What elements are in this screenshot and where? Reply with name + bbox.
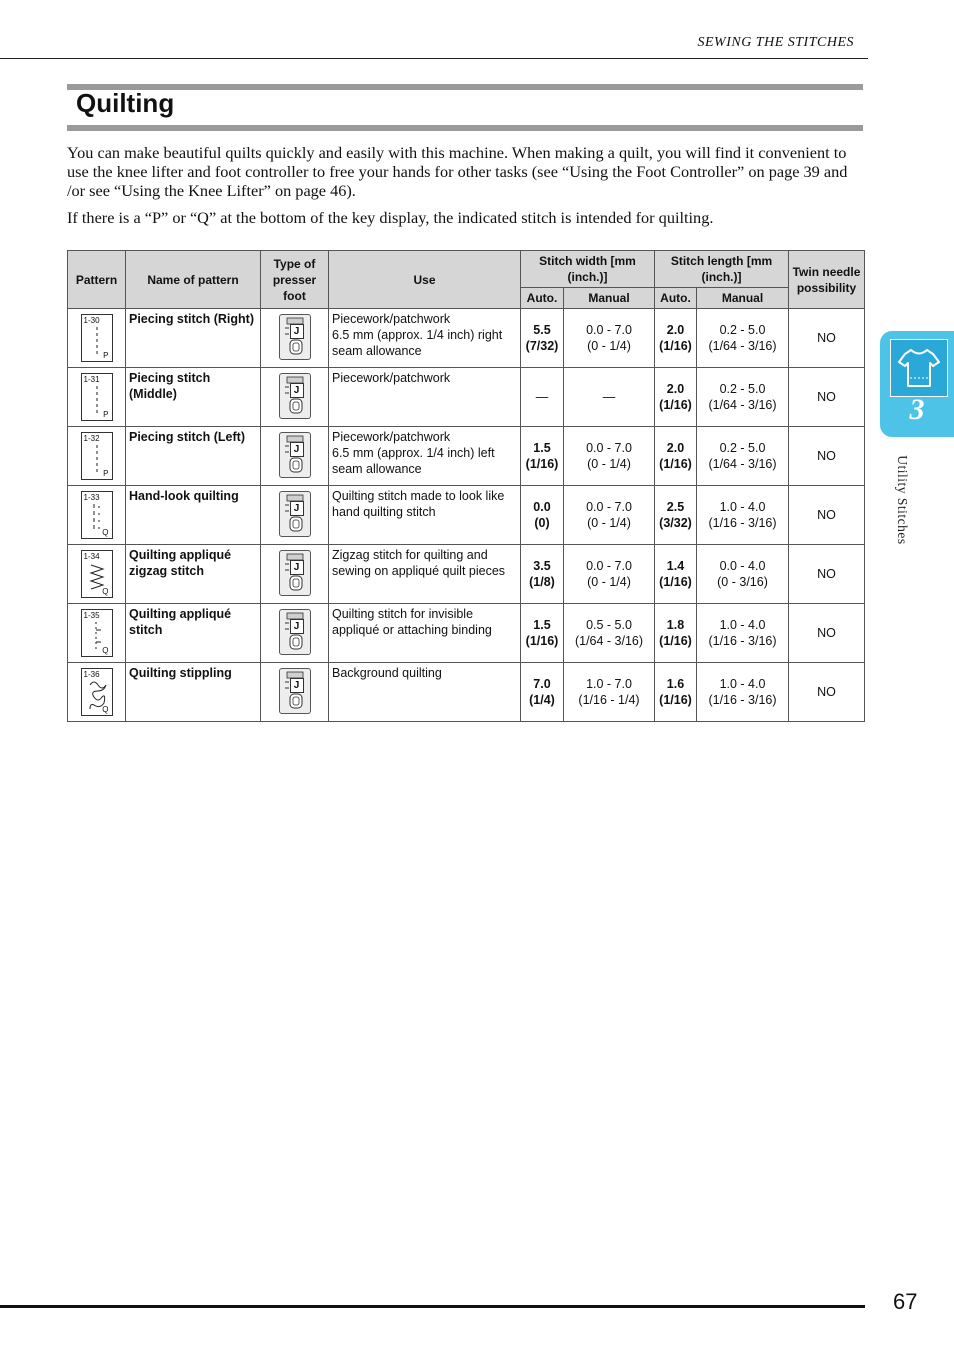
table-row <box>68 368 865 427</box>
width-auto <box>521 368 564 427</box>
pattern-name: Quilting appliqué stitch <box>126 604 261 663</box>
twin-needle: NO <box>789 545 865 604</box>
presser-foot-letter: J <box>290 619 304 634</box>
twin-needle: NO <box>789 486 865 545</box>
width-manual-inch: (1/16 - 1/4) <box>578 693 640 707</box>
width-auto-inch: (1/16) <box>525 634 559 648</box>
length-manual <box>697 309 789 368</box>
width-auto-mm: 1.5 <box>533 441 551 455</box>
foot-cell <box>261 427 329 486</box>
length-manual-mm: 1.0 - 4.0 <box>719 677 766 691</box>
chapter-tab <box>880 331 954 437</box>
length-auto-mm: 1.8 <box>666 618 685 632</box>
width-manual-mm: 1.0 - 7.0 <box>586 677 632 691</box>
length-auto-mm: 1.4 <box>666 559 685 573</box>
presser-foot-letter: J <box>290 442 304 457</box>
width-manual <box>564 427 655 486</box>
width-auto-inch: (1/8) <box>529 575 555 589</box>
length-manual-inch: (1/16 - 3/16) <box>708 693 777 707</box>
stitch-key-letter: P <box>103 468 109 478</box>
width-manual-inch: (0 - 1/4) <box>587 575 631 589</box>
width-manual-inch: (0 - 1/4) <box>587 339 631 353</box>
foot-cell <box>261 604 329 663</box>
header-foot: Type of presser foot <box>261 251 329 309</box>
width-manual-mm: 0.0 - 7.0 <box>586 323 632 337</box>
width-manual-mm: — <box>602 390 616 404</box>
width-manual-inch: (0 - 1/4) <box>587 516 631 530</box>
length-auto <box>655 427 697 486</box>
width-manual-mm: 0.5 - 5.0 <box>586 618 632 632</box>
pattern-name: Piecing stitch (Left) <box>126 427 261 486</box>
section-title: Quilting <box>76 88 175 118</box>
width-auto-mm: — <box>535 390 549 404</box>
length-auto-inch: (1/16) <box>659 398 692 412</box>
presser-foot-letter: J <box>290 324 304 339</box>
stitch-key-letter: Q <box>102 645 109 655</box>
table-row <box>68 663 865 722</box>
pattern-cell <box>68 309 126 368</box>
presser-foot-letter: J <box>290 383 304 398</box>
width-manual <box>564 545 655 604</box>
stitch-key-letter: Q <box>102 527 109 537</box>
length-manual-inch: (1/64 - 3/16) <box>708 339 777 353</box>
foot-cell <box>261 368 329 427</box>
chapter-number: 3 <box>909 393 925 426</box>
pattern-cell <box>68 545 126 604</box>
use-description: Quilting stitch made to look like hand quilting stitch <box>329 486 521 545</box>
length-auto-mm: 2.5 <box>666 500 685 514</box>
length-manual-mm: 0.2 - 5.0 <box>719 323 766 337</box>
length-auto <box>655 309 697 368</box>
stitch-key-letter: P <box>103 409 109 419</box>
use-description: Piecework/patchwork <box>329 368 521 427</box>
title-bar-top <box>67 84 863 90</box>
length-auto-inch: (1/16) <box>659 693 692 707</box>
pattern-cell <box>68 368 126 427</box>
stitch-key-icon <box>81 668 113 716</box>
stitch-key-number: 1-34 <box>83 551 100 561</box>
presser-foot-icon <box>279 668 311 714</box>
table-row <box>68 545 865 604</box>
running-head: SEWING THE STITCHES <box>697 35 854 50</box>
presser-foot-letter: J <box>290 501 304 516</box>
width-manual <box>564 663 655 722</box>
width-auto-mm: 1.5 <box>533 618 551 632</box>
top-rule <box>0 58 868 59</box>
presser-foot-letter: J <box>290 560 304 575</box>
width-manual-inch: (1/64 - 3/16) <box>574 634 644 648</box>
stitch-key-number: 1-33 <box>83 492 100 502</box>
foot-cell <box>261 663 329 722</box>
length-auto <box>655 545 697 604</box>
header-twin-needle: Twin needle possibility <box>789 251 865 309</box>
title-bar-bottom <box>67 125 863 131</box>
pattern-name: Piecing stitch (Middle) <box>126 368 261 427</box>
stitch-key-number: 1-35 <box>83 610 100 620</box>
stitch-key-icon <box>81 373 113 421</box>
width-auto-inch: (7/32) <box>525 339 559 353</box>
table-row <box>68 486 865 545</box>
stitch-key-icon <box>81 314 113 362</box>
use-description: Zigzag stitch for quilting and sewing on appliqué quilt pieces <box>329 545 521 604</box>
bottom-rule <box>0 1305 865 1308</box>
twin-needle: NO <box>789 604 865 663</box>
stitch-key-icon <box>81 432 113 480</box>
presser-foot-icon <box>279 373 311 419</box>
length-auto <box>655 663 697 722</box>
length-manual <box>697 604 789 663</box>
header-use: Use <box>329 251 521 309</box>
width-auto-mm: 3.5 <box>533 559 551 573</box>
width-auto <box>521 427 564 486</box>
presser-foot-icon <box>279 491 311 537</box>
stitch-key-number: 1-32 <box>83 433 100 443</box>
length-auto-mm: 2.0 <box>666 323 685 337</box>
width-auto-inch: (0) <box>534 516 550 530</box>
pattern-cell <box>68 663 126 722</box>
length-manual-mm: 0.2 - 5.0 <box>719 441 766 455</box>
side-label: Utility Stitches <box>895 455 910 545</box>
foot-cell <box>261 486 329 545</box>
length-auto-inch: (1/16) <box>659 457 692 471</box>
length-manual <box>697 545 789 604</box>
length-auto-mm: 1.6 <box>666 677 685 691</box>
width-manual <box>564 604 655 663</box>
pattern-cell <box>68 486 126 545</box>
length-auto-inch: (1/16) <box>659 575 692 589</box>
length-auto-inch: (1/16) <box>659 634 692 648</box>
width-auto-mm: 5.5 <box>533 323 551 337</box>
length-manual-inch: (1/16 - 3/16) <box>708 516 777 530</box>
twin-needle: NO <box>789 427 865 486</box>
presser-foot-icon <box>279 609 311 655</box>
length-auto <box>655 368 697 427</box>
table-row <box>68 309 865 368</box>
width-auto <box>521 604 564 663</box>
stitch-key-icon <box>81 550 113 598</box>
presser-foot-letter: J <box>290 678 304 693</box>
length-auto <box>655 486 697 545</box>
use-description: Background quilting <box>329 663 521 722</box>
length-auto-inch: (1/16) <box>659 339 692 353</box>
foot-cell <box>261 545 329 604</box>
stitch-table <box>67 250 865 722</box>
stitch-key-icon <box>81 491 113 539</box>
twin-needle: NO <box>789 309 865 368</box>
intro-paragraph: You can make beautiful quilts quickly and easily with this machine. When making a quilt, you will find it convenient to use the knee lifter and foot controller to free your hands for other tasks (see “Using the Foot Controller” on page 39 and /or see “Using the Knee Lifter” on page 46). <box>67 143 848 200</box>
length-manual <box>697 663 789 722</box>
length-auto-inch: (3/32) <box>659 516 692 530</box>
use-description: Piecework/patchwork 6.5 mm (approx. 1/4 inch) left seam allowance <box>329 427 521 486</box>
header-length-auto: Auto. <box>655 288 697 309</box>
length-manual <box>697 368 789 427</box>
header-width-auto: Auto. <box>521 288 564 309</box>
header-name: Name of pattern <box>126 251 261 309</box>
pattern-cell <box>68 427 126 486</box>
width-manual <box>564 368 655 427</box>
page-number: 67 <box>893 1289 918 1314</box>
stitch-key-number: 1-31 <box>83 374 100 384</box>
width-manual <box>564 486 655 545</box>
length-manual-inch: (1/16 - 3/16) <box>708 634 777 648</box>
presser-foot-icon <box>279 314 311 360</box>
use-description: Quilting stitch for invisible appliqué or attaching binding <box>329 604 521 663</box>
stitch-key-number: 1-36 <box>83 669 100 679</box>
header-width-manual: Manual <box>564 288 655 309</box>
length-auto-mm: 2.0 <box>666 441 685 455</box>
intro-paragraph: If there is a “P” or “Q” at the bottom of the key display, the indicated stitch is intended for quilting. <box>67 208 714 227</box>
pattern-name: Quilting appliqué zigzag stitch <box>126 545 261 604</box>
width-manual <box>564 309 655 368</box>
length-manual-inch: (1/64 - 3/16) <box>708 398 777 412</box>
table-row <box>68 604 865 663</box>
table-body <box>68 309 865 722</box>
pattern-name: Piecing stitch (Right) <box>126 309 261 368</box>
header-length-manual: Manual <box>697 288 789 309</box>
width-auto <box>521 309 564 368</box>
length-manual-inch: (0 - 3/16) <box>717 575 768 589</box>
width-manual-inch: (0 - 1/4) <box>587 457 631 471</box>
length-manual <box>697 486 789 545</box>
stitch-key-letter: P <box>103 350 109 360</box>
width-manual-mm: 0.0 - 7.0 <box>586 559 632 573</box>
header-stitch-width: Stitch width [mm (inch.)] <box>521 251 655 288</box>
use-description: Piecework/patchwork 6.5 mm (approx. 1/4 inch) right seam allowance <box>329 309 521 368</box>
length-manual-mm: 1.0 - 4.0 <box>719 618 766 632</box>
shirt-icon <box>890 339 948 397</box>
width-auto-inch: (1/4) <box>529 693 555 707</box>
header-pattern: Pattern <box>68 251 126 309</box>
width-auto-mm: 7.0 <box>533 677 551 691</box>
pattern-name: Hand-look quilting <box>126 486 261 545</box>
length-manual <box>697 427 789 486</box>
width-auto <box>521 486 564 545</box>
twin-needle: NO <box>789 663 865 722</box>
length-manual-inch: (1/64 - 3/16) <box>708 457 777 471</box>
stitch-key-icon <box>81 609 113 657</box>
table-row <box>68 427 865 486</box>
foot-cell <box>261 309 329 368</box>
width-auto-mm: 0.0 <box>533 500 551 514</box>
stitch-key-number: 1-30 <box>83 315 100 325</box>
width-auto <box>521 663 564 722</box>
width-manual-mm: 0.0 - 7.0 <box>586 441 632 455</box>
stitch-key-letter: Q <box>102 704 109 714</box>
width-manual-mm: 0.0 - 7.0 <box>586 500 632 514</box>
stitch-key-letter: Q <box>102 586 109 596</box>
presser-foot-icon <box>279 550 311 596</box>
header-stitch-length: Stitch length [mm (inch.)] <box>655 251 789 288</box>
pattern-cell <box>68 604 126 663</box>
length-manual-mm: 1.0 - 4.0 <box>719 500 766 514</box>
length-manual-mm: 0.2 - 5.0 <box>719 382 766 396</box>
width-auto <box>521 545 564 604</box>
twin-needle: NO <box>789 368 865 427</box>
length-auto <box>655 604 697 663</box>
pattern-name: Quilting stippling <box>126 663 261 722</box>
length-manual-mm: 0.0 - 4.0 <box>719 559 766 573</box>
width-auto-inch: (1/16) <box>525 457 559 471</box>
length-auto-mm: 2.0 <box>666 382 685 396</box>
presser-foot-icon <box>279 432 311 478</box>
